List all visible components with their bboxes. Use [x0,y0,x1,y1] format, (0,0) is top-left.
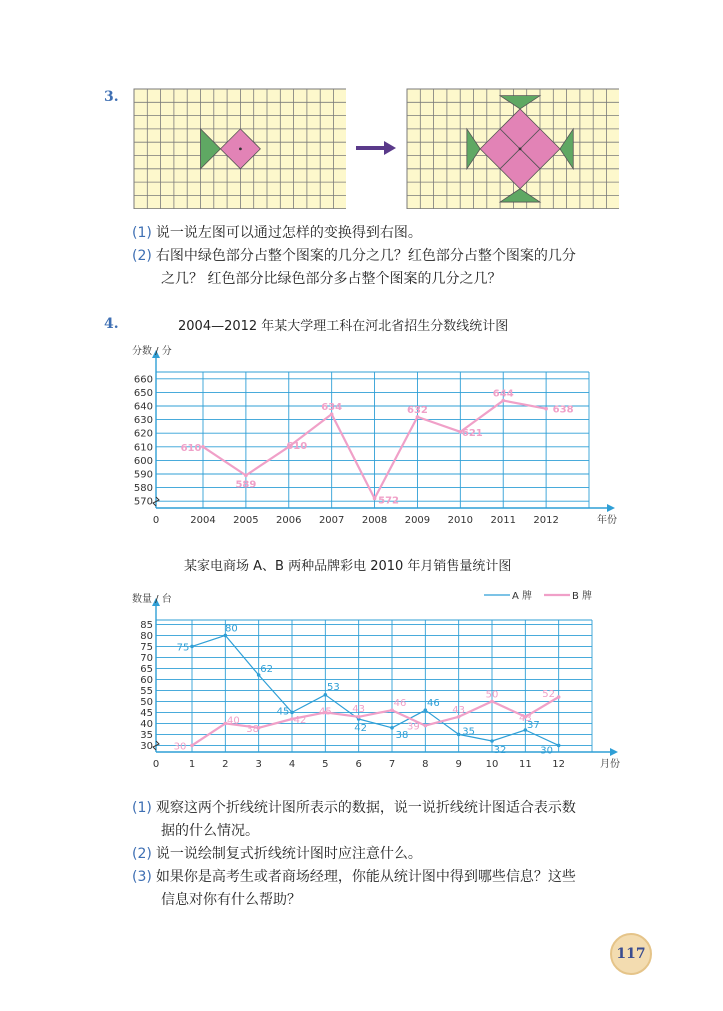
data-label: 39 [406,721,420,733]
y-tick-label: 600 [133,455,153,467]
data-label: 40 [226,715,240,727]
data-point [557,744,561,748]
data-point [244,474,248,478]
q4-sub3-line2: 信息对你有什么帮助？ [161,892,301,908]
chart2-sales-line-chart [120,578,665,783]
question-3-number: 3. [104,89,119,105]
origin-label: 0 [152,515,160,526]
y-tick-label: 65 [140,663,153,675]
q4-sub3 [132,866,576,889]
y-axis-label: 数量 / 台 [132,594,172,605]
transform-arrow-icon [356,140,396,156]
q4-sub1 [132,797,576,820]
q4-sub2 [132,843,422,866]
x-tick-label: 4 [288,759,296,770]
q4-sub3-number: (3) [132,869,152,885]
y-tick-label: 80 [140,630,153,642]
x-tick-label: 2006 [276,515,302,526]
y-tick-label: 45 [140,707,153,719]
y-tick-label: 640 [133,401,153,413]
data-point [390,726,394,730]
x-tick-label: 2011 [490,515,516,526]
data-point [190,744,194,748]
chart1-title: 2004—2012 年某大学理工科在河北省招生分数线统计图 [178,319,509,334]
x-tick-label: 12 [552,759,566,770]
question-4-number: 4. [104,316,119,332]
q4-sub2-text: 说一说绘制复式折线统计图时应注意什么。 [155,846,422,862]
data-point [201,445,205,449]
left-grid-pattern [132,88,346,209]
data-point [357,715,361,719]
data-label: 644 [492,388,514,400]
y-tick-label: 620 [133,428,153,440]
data-label: 80 [224,623,238,635]
legend-label: A 牌 [512,591,533,602]
x-tick-label: 7 [388,759,396,770]
data-point [490,739,494,743]
data-label: 53 [326,681,340,693]
data-label: 62 [260,664,274,675]
q3-sub2-number: (2) [132,248,152,264]
data-label: 30 [173,741,187,753]
q3-sub1 [132,222,422,245]
x-tick-label: 2008 [361,515,388,526]
q4-sub1-line2: 据的什么情况。 [161,823,259,839]
x-axis-label: 月份 [600,759,620,770]
right-grid-pattern [405,88,619,209]
y-tick-label: 650 [133,387,153,399]
data-point [544,407,548,411]
q4-sub2-number: (2) [132,846,152,862]
data-label: 634 [321,402,343,414]
y-tick-label: 70 [140,652,153,664]
data-label: 38 [395,729,409,741]
x-tick-label: 2012 [533,515,559,526]
data-label: 75 [176,642,190,654]
data-label: 45 [276,706,290,718]
x-tick-label: 1 [188,759,196,770]
q4-sub1-number: (1) [132,800,152,816]
y-tick-label: 580 [133,483,153,495]
data-label: 35 [462,726,476,738]
data-label: 50 [485,689,499,701]
data-label: 38 [246,723,260,735]
data-label: 43 [352,703,366,715]
data-label: 46 [393,698,407,710]
chart1-score-line-chart [120,340,665,535]
y-tick-label: 35 [140,729,153,741]
y-tick-label: 570 [133,496,153,508]
x-tick-label: 10 [485,759,499,770]
data-label: 32 [493,745,507,756]
x-tick-label: 8 [422,759,429,770]
q3-sub1-number: (1) [132,225,152,241]
y-tick-label: 610 [133,442,153,454]
data-label: 572 [378,495,399,507]
data-label: 30 [540,745,554,757]
x-tick-label: 3 [255,759,262,770]
q4-sub1-text-line1: 观察这两个折线统计图所表示的数据，说一说折线统计图适合表示数 [155,800,576,816]
x-tick-label: 2009 [404,515,431,526]
x-tick-label: 2010 [447,515,474,526]
data-label: 45 [318,706,332,718]
data-label: 632 [407,404,428,416]
x-axis-label: 年份 [597,515,617,526]
data-point [457,733,461,737]
origin-label: 0 [152,759,160,770]
legend-label: B 牌 [572,591,593,602]
chart2-title: 某家电商场 A、B 两种品牌彩电 2010 年月销售量统计图 [184,559,512,574]
y-axis-label: 分数 / 分 [132,346,172,357]
x-tick-label: 2004 [190,515,216,526]
x-tick-label: 6 [355,759,362,770]
data-label: 37 [526,720,540,731]
center-point [519,147,522,150]
x-tick-label: 2007 [318,515,345,526]
y-tick-label: 590 [133,469,153,481]
data-label: 621 [461,427,483,439]
y-tick-label: 55 [140,685,153,697]
data-point [324,693,328,697]
data-point [290,711,294,715]
series-line-1 [192,697,559,745]
data-point [557,695,561,699]
y-tick-label: 60 [140,674,153,686]
x-tick-label: 11 [518,759,532,770]
x-tick-label: 2005 [233,515,259,526]
x-tick-label: 9 [455,759,462,770]
data-point [190,645,194,649]
data-point [424,724,428,728]
data-label: 589 [235,479,257,491]
q3-sub2-line2: 之几？ 红色部分比绿色部分多占整个图案的几分之几？ [161,271,502,287]
data-label: 610 [180,442,202,454]
chart2-legend [484,589,592,602]
page-number-badge: 117 [610,933,652,975]
y-tick-label: 75 [140,641,153,653]
q3-sub1-text: 说一说左图可以通过怎样的变换得到右图。 [155,225,422,241]
data-label: 42 [293,715,307,726]
x-tick-label: 2 [222,759,229,770]
y-tick-label: 50 [140,696,153,708]
center-point [239,147,242,150]
x-tick-label: 5 [322,759,329,770]
y-tick-label: 630 [133,415,153,427]
q3-sub2 [132,245,576,268]
data-label: 638 [552,404,574,416]
q3-sub2-text-line1: 右图中绿色部分占整个图案的几分之几？红色部分占整个图案的几分 [155,248,576,264]
y-tick-label: 30 [140,740,153,752]
data-label: 46 [426,698,440,710]
data-label: 43 [518,712,532,724]
data-label: 43 [452,704,466,716]
q4-sub3-text-line1: 如果你是高考生或者商场经理，你能从统计图中得到哪些信息？这些 [155,869,576,885]
y-tick-label: 660 [133,374,153,386]
data-point [373,497,377,501]
data-label: 52 [542,689,556,700]
y-tick-label: 85 [140,619,153,631]
data-label: 42 [354,723,368,734]
y-tick-label: 40 [140,718,153,730]
data-label: 610 [286,440,308,452]
